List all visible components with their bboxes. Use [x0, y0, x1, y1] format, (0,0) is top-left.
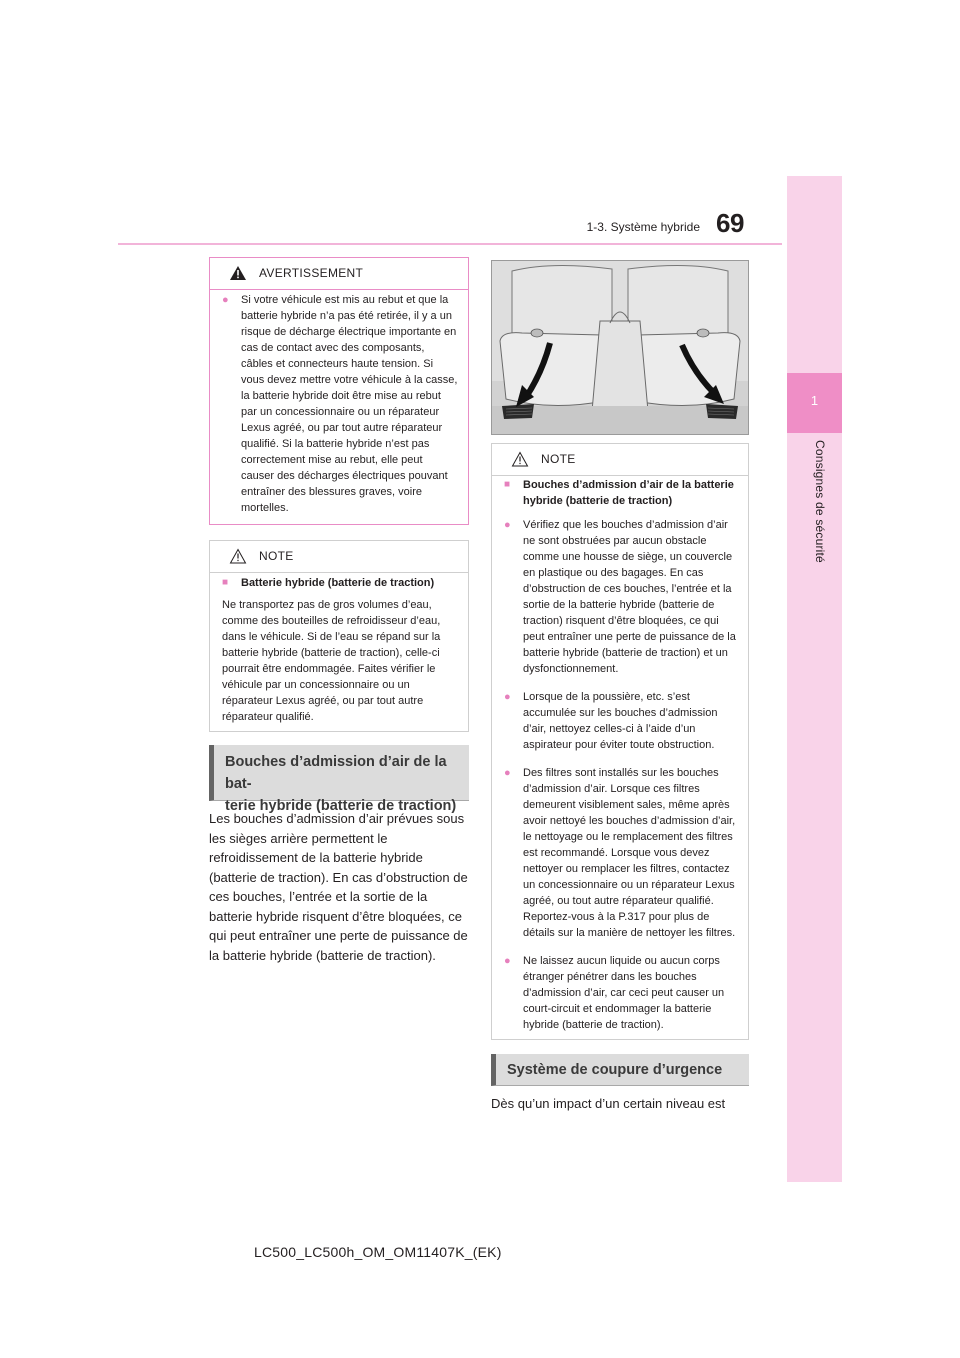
note-bullet: [504, 517, 738, 677]
rear-seat-illustration: [491, 260, 749, 435]
chapter-title: Consignes de sécurité: [813, 440, 827, 563]
warning-title: AVERTISSEMENT: [259, 266, 364, 280]
note-bullet: [504, 953, 738, 1033]
note-heading-text: Bouches d’admission d’air de la batterie hybride (batterie de traction): [523, 479, 734, 507]
caution-triangle-icon: [511, 451, 529, 467]
note-bullet-text: Vérifiez que les bouches d’admission d’air ne sont obstruées par aucun obstacle comme une housse de siège, un couvercle en plastique ou des bagages. En cas d’obstruction de ces bouches, l’entrée et la sortie de la batterie hybride (batterie de traction) risquent d’être bloquées, ce qui peut entraîner une perte de puissance de la batterie hybride (batterie de traction) et un dysfonctionnement.: [523, 519, 736, 675]
note-text: Ne transportez pas de gros volumes d’eau, comme des bouteilles de refroidisseur d’eau, dans le véhicule. Si de l’eau se répand sur la batterie hybride (batterie de traction), celle-ci pourrait être endommagée. Faites vérifier le véhicule par un concessionnaire ou un réparateur Lexus agréé, ou par tout autre réparateur qualifié.: [222, 599, 441, 723]
note-heading-text: Batterie hybride (batterie de traction): [241, 577, 435, 589]
caution-triangle-icon: [229, 548, 247, 564]
chapter-tab: [787, 373, 842, 433]
left-vent-grille: [502, 404, 534, 419]
note-bullet: [504, 689, 738, 753]
note-box-battery: [209, 540, 469, 732]
note-subheading: [504, 477, 738, 509]
note-title: NOTE: [259, 549, 294, 563]
bullet-dot-icon: ●: [222, 294, 229, 306]
side-tab-band: [787, 176, 842, 1182]
warning-body: [222, 292, 458, 525]
section-heading-line-1: Bouches d’admission d’air de la bat-: [225, 754, 447, 792]
right-vent-grille: [706, 404, 738, 419]
note-bullet-text: Des filtres sont installés sur les bouches d’admission d’air. Lorsque ces filtres demeurent visiblement sales, même après avoir nettoyé les bouches d’admission d’air, le nettoyage ou le remplacement des filtres est recommandé. Lorsque vous devez nettoyer ou remplacer les filtres, contactez un concessionnaire ou un réparateur Lexus agréé, ou tout autre réparateur qualifié. Reportez-vous à la P.317 pour plus de détails sur la manière de nettoyer les filtres.: [523, 767, 736, 939]
note-bullet-text: Ne laissez aucun liquide ou aucun corps étranger pénétrer dans les bouches d’admission d’air, car ceci peut causer un court-circuit et endommager la batterie hybride (batterie de traction).: [523, 955, 725, 1031]
cutoff-body-text: Dès qu’un impact d’un certain niveau est: [491, 1096, 726, 1111]
bullet-dot-icon: ●: [504, 691, 511, 703]
bullet-dot-icon: ●: [504, 767, 511, 779]
warning-text: Si votre véhicule est mis au rebut et que la batterie hybride n’a pas été retirée, il y a un risque de décharge électrique importante en cas de contact avec des composants, câbles et connecteurs haute tension. Si vous devez mettre votre véhicule à la casse, la batterie hybride doit être mise au rebut par un concessionnaire ou un réparateur Lexus agréé, ou par tout autre réparateur qualifié. Si la batterie hybride n’est pas correctement mise au rebut, elle peut causer des décharges électriques pouvant entraîner des blessures graves, voire mortelles.: [241, 294, 458, 514]
intake-body-text: Les bouches d’admission d’air prévues sous les sièges arrière permettent le refroidissement de la batterie hybride (batterie de traction). En cas d’obstruction de ces bouches, l’entrée et la sortie de la batterie hybride risquent d’être bloquées, ce qui peut entraîner une perte de puissance de la batterie hybride (batterie de traction).: [209, 811, 468, 963]
note-box-intake: [491, 443, 749, 1040]
note-bullet-text: Lorsque de la poussière, etc. s’est accumulée sur les bouches d’admission d’air, nettoyez celles-ci à l’aide d’un aspirateur pour éviter toute obstruction.: [523, 691, 718, 751]
section-heading-cutoff: [491, 1054, 749, 1086]
warning-box: [209, 257, 469, 525]
square-bullet-icon: ■: [504, 479, 511, 490]
warning-box-header: [210, 258, 468, 290]
page-number: 69: [716, 208, 744, 238]
chapter-number: 1: [810, 393, 819, 408]
section-heading-text: Système de coupure d’urgence: [507, 1062, 723, 1078]
square-bullet-icon: ■: [222, 577, 229, 588]
note-box-header: [492, 444, 748, 476]
warning-bullet: [222, 292, 458, 516]
header-divider: [118, 243, 782, 245]
bullet-dot-icon: ●: [504, 955, 511, 967]
vent-location-diagram: [492, 261, 748, 434]
note-subheading: [222, 575, 458, 591]
note-body: [222, 575, 458, 725]
note-body: [504, 477, 738, 1042]
section-heading-intake: [209, 745, 469, 814]
note-bullet: [504, 765, 738, 941]
section-heading-line-2: terie hybride (batterie de traction): [225, 798, 457, 814]
note-box-header: [210, 541, 468, 573]
section-label: 1-3. Système hybride: [586, 220, 700, 234]
warning-triangle-icon: [229, 265, 247, 281]
bullet-dot-icon: ●: [504, 519, 511, 531]
document-code: LC500_LC500h_OM_OM11407K_(EK): [254, 1244, 502, 1260]
note-title: NOTE: [541, 452, 576, 466]
